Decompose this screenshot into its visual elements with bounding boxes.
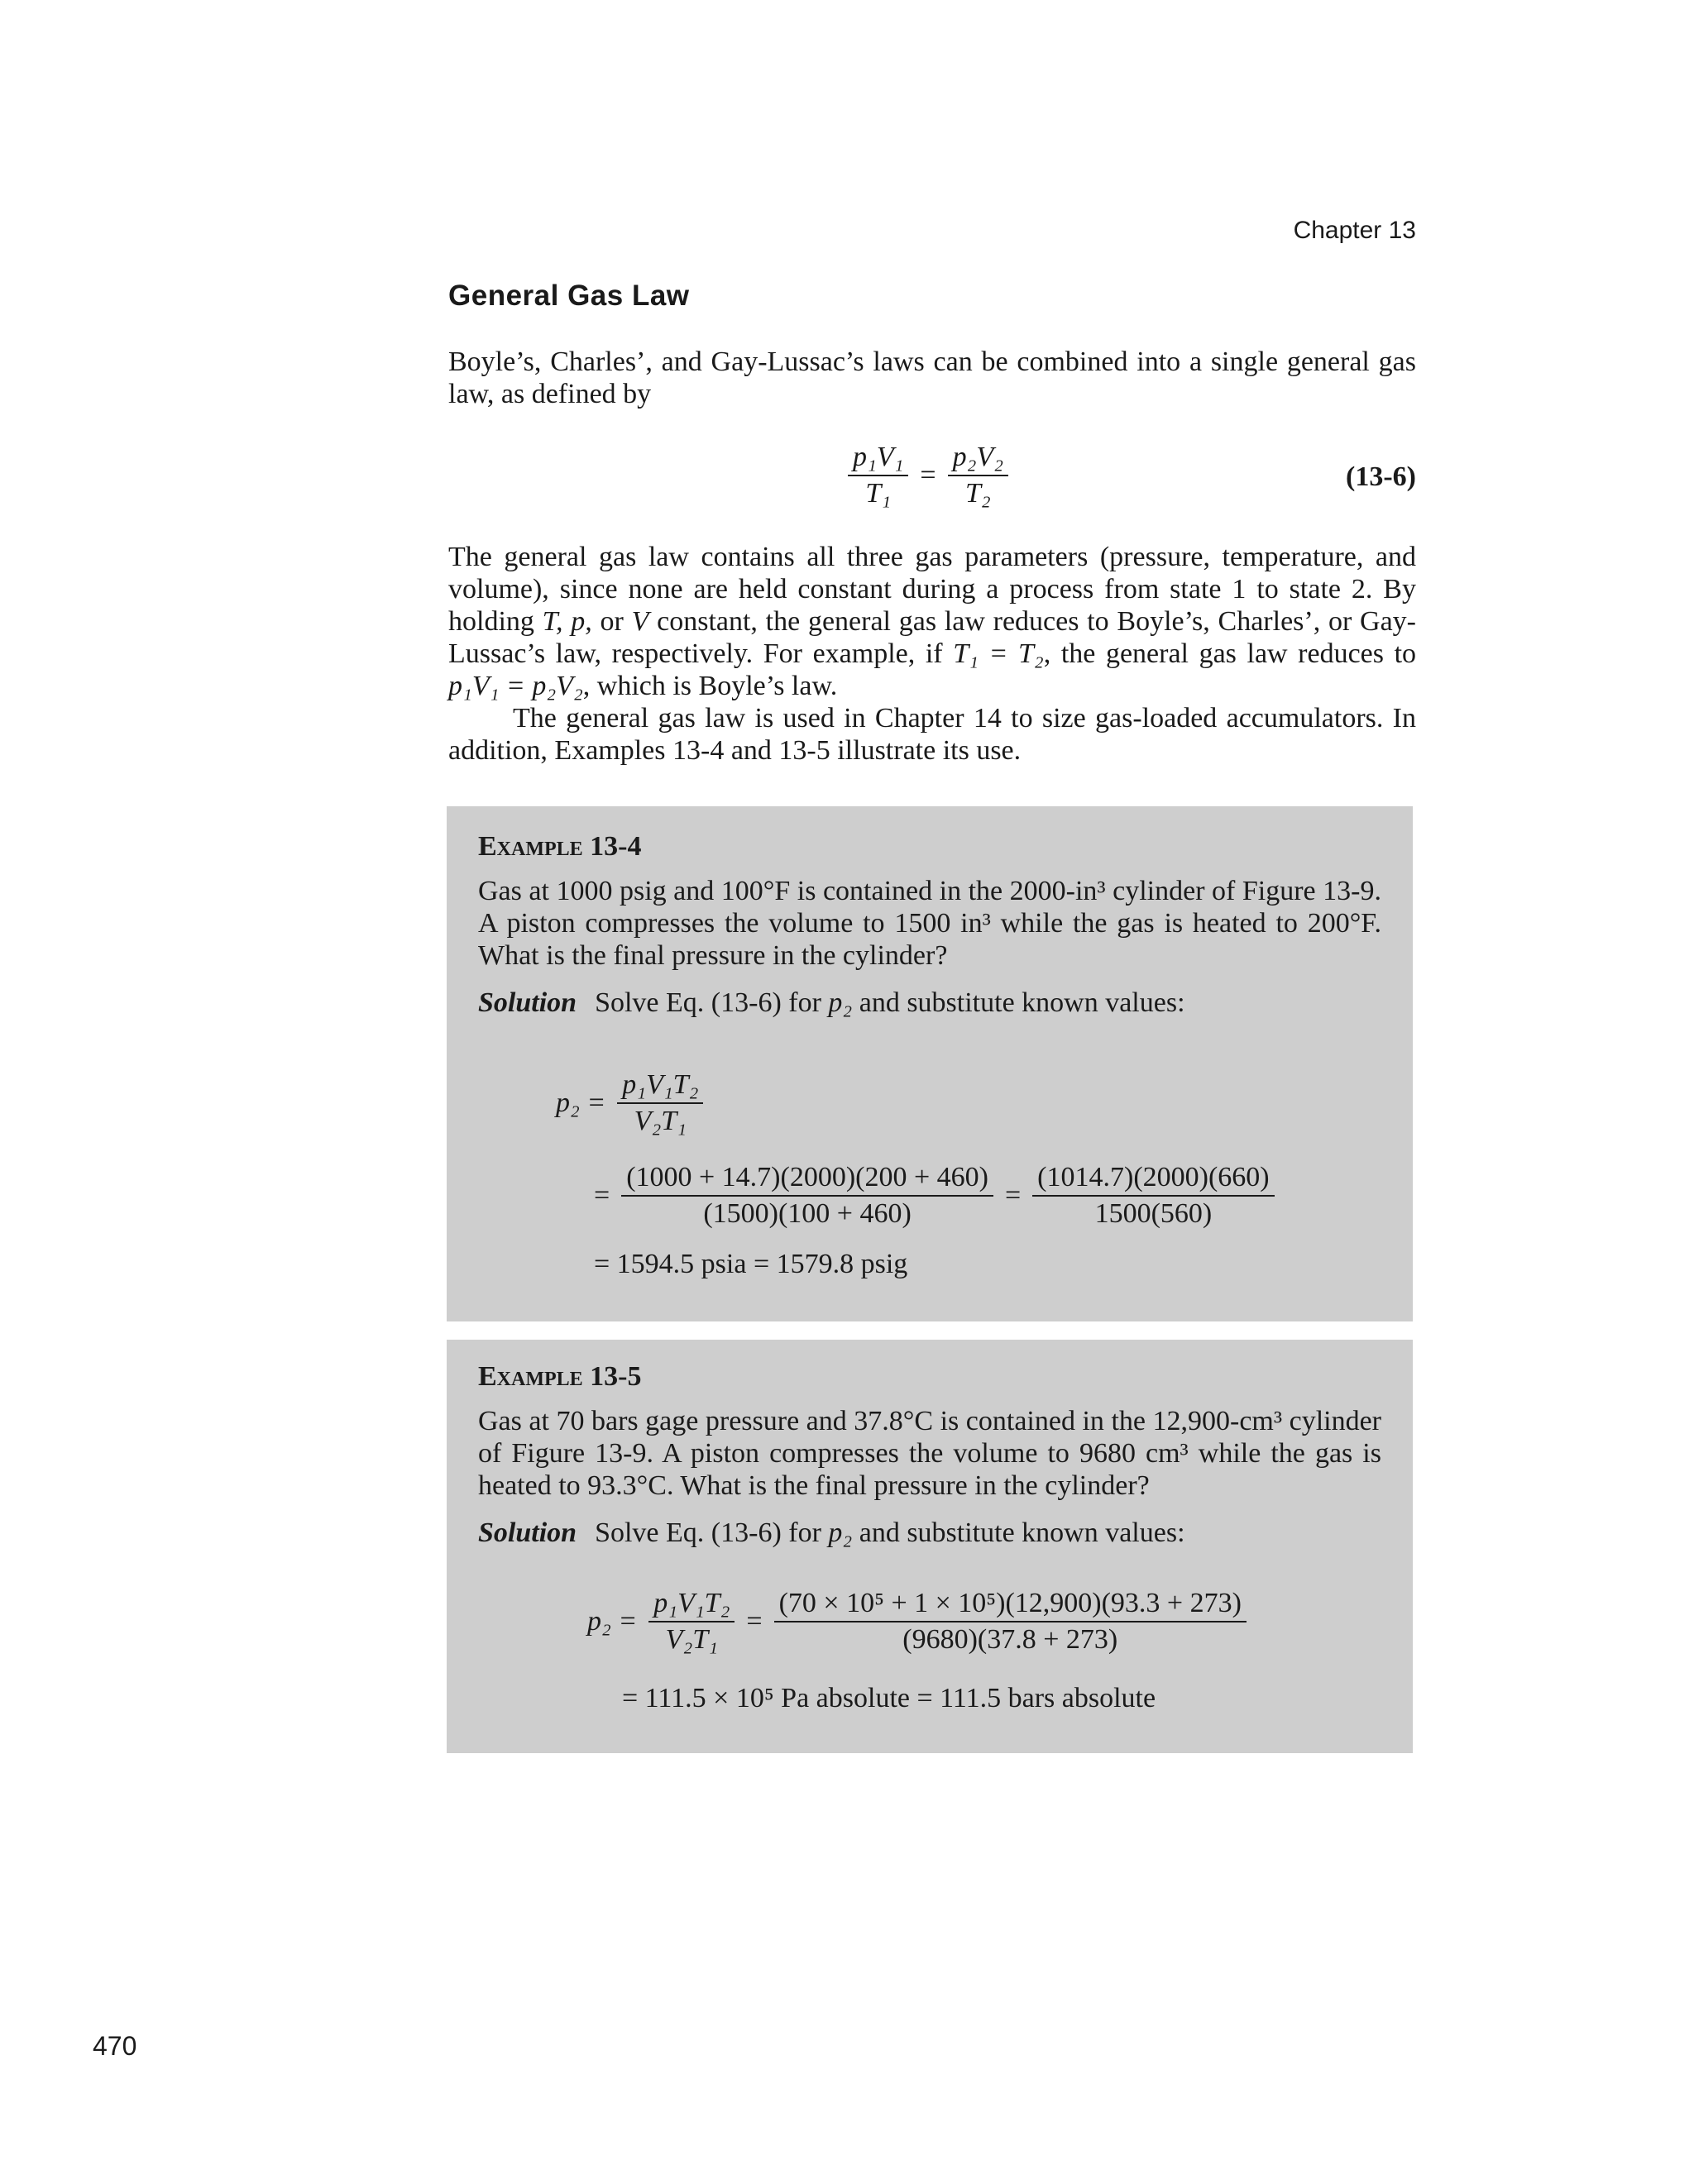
equation-lhs-fraction xyxy=(848,442,908,509)
explanation-text-5: , which is Boyle’s law. xyxy=(582,671,838,701)
explanation-text-1: The general gas law contains all three gas parameters (pressure, temperature, and volume), since none are held constant during a process from state 1 to state 2. By holding xyxy=(448,542,1416,637)
explanation-text-2: or xyxy=(591,606,632,637)
solution-step-1 xyxy=(556,1069,703,1137)
example-number: 13-5 xyxy=(590,1361,642,1392)
example-title xyxy=(478,831,642,863)
section-title: General Gas Law xyxy=(448,280,690,312)
fraction-1-denominator: V₂T₁ xyxy=(634,1106,687,1136)
example-problem: Gas at 70 bars gage pressure and 37.8°C is contained in the 12,900-cm³ cylinder of Figure 13-9. A piston compresses the volume to 9680 cm³ while the gas is heated to 93.3°C. What is the final pressure in the cylinder? xyxy=(478,1406,1381,1501)
solution-line xyxy=(478,1517,1381,1549)
solution-var: p₂ xyxy=(828,1517,853,1548)
fraction-1-denominator: V₂T₁ xyxy=(665,1624,718,1655)
solution-result: = 111.5 × 10⁵ Pa absolute = 111.5 bars absolute xyxy=(622,1683,1156,1713)
fraction-2-denominator: (1500)(100 + 460) xyxy=(703,1198,912,1229)
solution-var: p₂ xyxy=(828,987,853,1018)
equation-number: (13-6) xyxy=(1346,461,1416,492)
example-title xyxy=(478,1361,642,1393)
solution-text-b: and substitute known values: xyxy=(852,1517,1185,1548)
intro-paragraph xyxy=(448,346,1416,410)
solution-lhs: p₂ = xyxy=(587,1606,638,1637)
solution-line xyxy=(478,987,1381,1019)
equals-sign: = xyxy=(746,1606,763,1637)
general-gas-law-equation xyxy=(848,442,1008,509)
explanation-vars: T, p, xyxy=(542,606,592,637)
explanation-paragraph-2: The general gas law is used in Chapter 14 to size gas-loaded accumulators. In addition, Examples 13-4 and 13-5 illustrate its use. xyxy=(448,703,1416,766)
solution-fraction-1 xyxy=(648,1588,735,1656)
solution-fraction-2 xyxy=(774,1588,1247,1656)
equals-sign: = xyxy=(594,1180,610,1211)
solution-label: Solution xyxy=(478,987,577,1018)
equation-rhs-fraction xyxy=(948,442,1008,509)
solution-fraction-3 xyxy=(1032,1162,1274,1230)
example-label: Example xyxy=(478,1361,583,1392)
equals-sign: = xyxy=(920,460,936,490)
example-13-4-box xyxy=(447,806,1413,1321)
explanation-paragraph xyxy=(448,541,1416,767)
solution-fraction-2 xyxy=(621,1162,993,1230)
fraction-3-denominator: 1500(560) xyxy=(1094,1198,1213,1229)
equation-lhs-denominator: T₁ xyxy=(865,478,892,509)
solution-label: Solution xyxy=(478,1517,577,1548)
intro-line-1: Boyle’s, Charles’, and Gay-Lussac’s laws can be combined into a single general gas xyxy=(448,346,1416,377)
solution-fraction-1 xyxy=(617,1069,703,1137)
intro-line-2: law, as defined by xyxy=(448,379,652,409)
equals-sign: = xyxy=(1004,1180,1022,1211)
explanation-text-3: constant, the general gas law reduces to Boyle’s, Charles’, or Gay-Lussac’s law, respectively. For example, if xyxy=(448,606,1416,669)
solution-lhs: p₂ = xyxy=(556,1087,606,1118)
fraction-2-denominator: (9680)(37.8 + 273) xyxy=(902,1624,1118,1655)
explanation-condition: T₁ = T₂ xyxy=(953,638,1044,669)
fraction-2-numerator: (70 × 10⁵ + 1 × 10⁵)(12,900)(93.3 + 273) xyxy=(774,1588,1247,1622)
example-label: Example xyxy=(478,831,583,862)
page-number: 470 xyxy=(93,2031,137,2061)
solution-step-1 xyxy=(587,1588,1247,1656)
fraction-3-numerator: (1014.7)(2000)(660) xyxy=(1032,1162,1274,1197)
equation-rhs-denominator: T₂ xyxy=(964,478,991,509)
example-number: 13-4 xyxy=(590,831,642,862)
fraction-1-numerator: p₁V₁T₂ xyxy=(648,1588,735,1622)
solution-step-2 xyxy=(594,1162,1275,1230)
solution-text-b: and substitute known values: xyxy=(852,987,1185,1018)
equation-lhs-numerator: p₁V₁ xyxy=(848,442,908,476)
fraction-1-numerator: p₁V₁T₂ xyxy=(617,1069,703,1104)
explanation-text-4: , the general gas law reduces to xyxy=(1043,638,1417,669)
explanation-var-v: V xyxy=(631,606,649,637)
running-head: Chapter 13 xyxy=(1293,217,1416,244)
solution-text-a: Solve Eq. (13-6) for xyxy=(595,1517,829,1548)
example-problem: Gas at 1000 psig and 100°F is contained in the 2000-in³ cylinder of Figure 13-9. A piston compresses the volume to 1500 in³ while the gas is heated to 200°F. What is the final pressure in the cylinder? xyxy=(478,876,1381,971)
solution-text-a: Solve Eq. (13-6) for xyxy=(595,987,829,1018)
solution-result: = 1594.5 psia = 1579.8 psig xyxy=(594,1249,908,1279)
example-13-5-box xyxy=(447,1340,1413,1753)
explanation-boyle-law: p₁V₁ = p₂V₂ xyxy=(448,671,583,701)
equation-rhs-numerator: p₂V₂ xyxy=(948,442,1008,476)
fraction-2-numerator: (1000 + 14.7)(2000)(200 + 460) xyxy=(621,1162,993,1197)
